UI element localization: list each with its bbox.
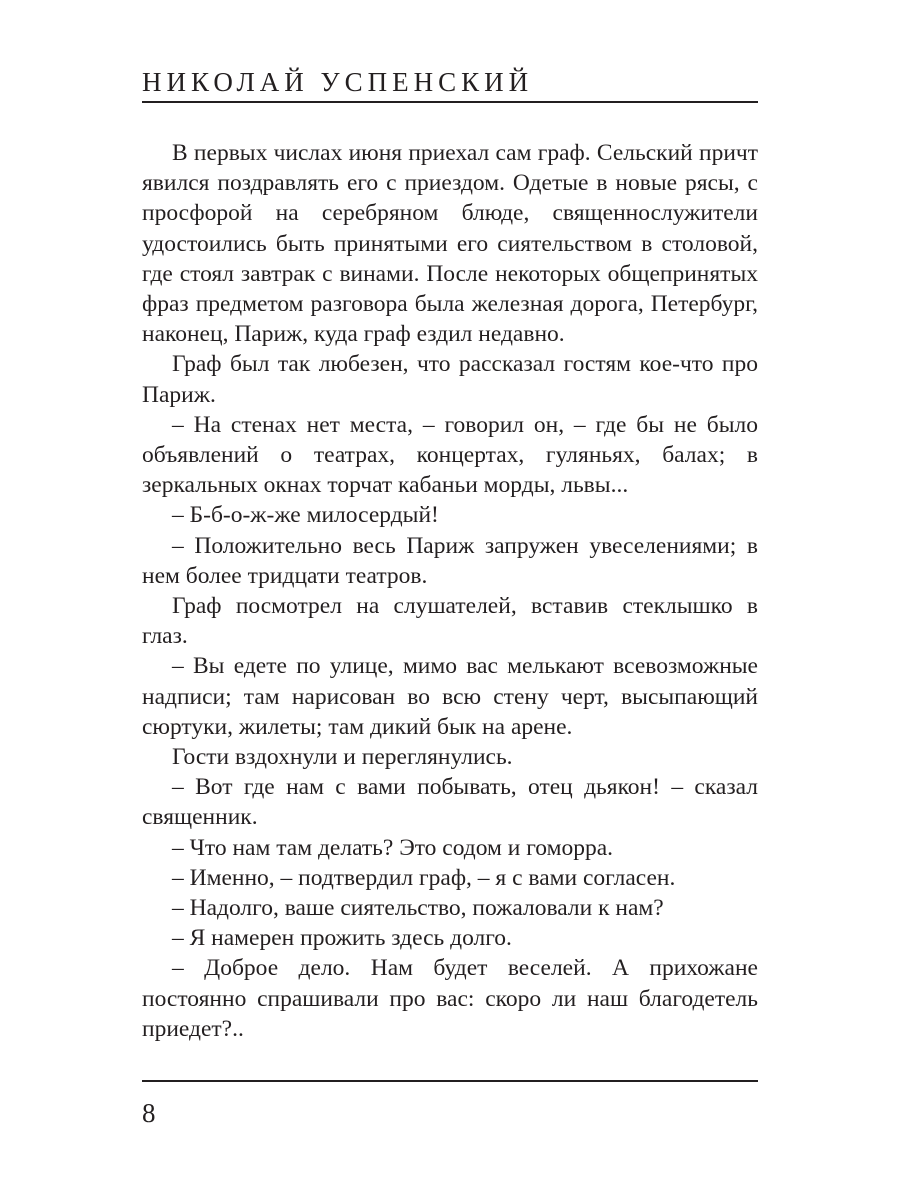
page-number: 8 [142, 1098, 156, 1128]
paragraph: В первых числах июня приехал сам граф. Сельский причт явился поздравлять его с приездом. Одетые в новые рясы, с просфорой на серебряном блюде, священнослужители удостоились быть принятыми его сиятельством в столовой, где стоял завтрак с винами. После некоторых общепринятых фраз предметом разговора была железная дорога, Петербург, наконец, Париж, куда граф ездил недавно. [142, 140, 758, 348]
paragraph: – Именно, – подтвердил граф, – я с вами согласен. [172, 864, 676, 891]
paragraph: Граф посмотрел на слушателей, вставив стеклышко в глаз. [142, 593, 758, 650]
paragraph: Граф был так любезен, что рассказал гостям кое-что про Париж. [142, 351, 758, 408]
paragraph: – Положительно весь Париж запружен увеселениями; в нем более тридцати театров. [142, 532, 758, 589]
footer-rule [142, 1080, 758, 1082]
paragraph: – На стенах нет места, – говорил он, – где бы не было объявлений о театрах, концертах, гуляньях, балах; в зеркальных окнах торчат кабаньи морды, львы... [142, 411, 758, 499]
paragraph: – Доброе дело. Нам будет веселей. А прихожане постоянно спрашивали про вас: скоро ли наш благодетель приедет?.. [142, 955, 758, 1042]
running-head-author: НИКОЛАЙ УСПЕНСКИЙ [142, 67, 534, 97]
paragraph: Гости вздохнули и переглянулись. [172, 744, 513, 771]
paragraph: – Вы едете по улице, мимо вас мелькают всевозможные надписи; там нарисован во всю стену черт, высыпающий сюртуки, жилеты; там дикий бык на арене. [142, 653, 758, 740]
paragraph: – Я намерен прожить здесь долго. [172, 925, 512, 952]
body-text [142, 138, 758, 1044]
paragraph: – Б-б-о-ж-же милосердый! [172, 502, 439, 529]
paragraph: – Вот где нам с вами побывать, отец дьякон! – сказал священник. [142, 774, 758, 831]
header-rule [142, 101, 758, 103]
paragraph: – Надолго, ваше сиятельство, пожаловали к нам? [172, 895, 664, 922]
paragraph: – Что нам там делать? Это содом и гоморра. [172, 834, 614, 861]
